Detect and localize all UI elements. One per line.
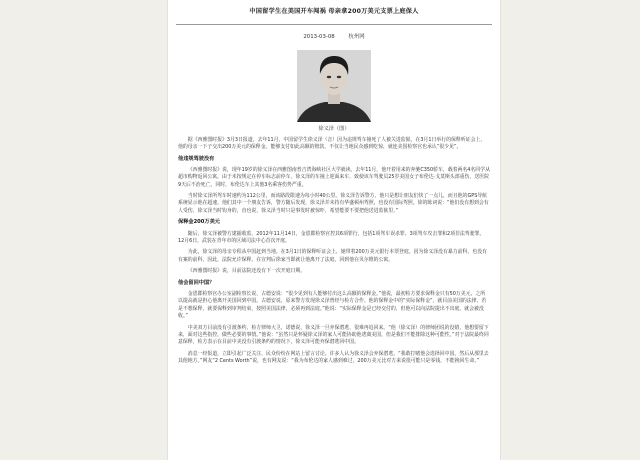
article-paragraph: 中美双方目前没有引渡条约，检方律师大卫，诺德说，徐义泽一旦弃保潜逃，很难再追回来。“他（徐义泽）的律师团说的没错，他想要留下来，面对这些指控，做些必要的事情。”他说：“虽然只是怀疑徐义泽的家人可能协助他逃离美国，但是我们不能排除这种可能性。”对于法院最终同意保释，检方表示在目前中美没有引渡条约的情况下，徐义泽可能弃保潜逃回中国。 [178, 324, 489, 345]
photo-caption: 徐义泽（图） [318, 126, 350, 132]
article-paragraph: 《西雅图时报》说，目前法院还没有下一次开庭日期。 [187, 268, 306, 275]
article-page [168, 0, 500, 460]
portrait-image [297, 50, 371, 122]
title-divider [176, 24, 492, 25]
article-meta [168, 32, 500, 40]
article-paragraph: 当时徐义泽所驾车时速约为112公里，而该路段限速为每小时40公里。徐义泽告诉警方，他只是想让朋友们快了一点儿，而且他的GPS导航系统显示他在超速。他们其中一个朋友告诉，警方随后发现，徐义泽并未持有华盛顿州驾照，也没有国际驾照。徐的陈词说：“他们没有想到会有人受伤，徐义泽当时钩身的，直也说，徐义泽当时只是事发时被惊吓，希望能要不要把他送进监狱里。” [178, 193, 489, 214]
article-paragraph: 《西雅图时报》说，现年19岁的徐义泽在西雅图南普吉湾海峡社区大学就读。去年11月，他开着用来的奔驰C350轿车，载着两名4名同学从超市购物返回公寓。由于未按规定在停车标志前停车，徐义泽的车撞上迎面来车，致使该车驾驶员25岁美国女子布伦达·戈莫斯头部重伤，送医院9天后不治死亡。同时，布伦达车上其他3名乘客伤势严重。 [178, 167, 490, 188]
article-body [178, 137, 490, 370]
portrait-photo [297, 50, 371, 122]
section-heading: 保释金200万美元 [178, 219, 220, 226]
article-date: 2013-03-08 [303, 34, 335, 40]
article-source: 杭州网 [348, 34, 365, 40]
article-paragraph: 随后，徐义泽被警方逮捕收监，2012年11月14日，金恩郡检察官控其6项罪行，包括1项驾车误杀罪、3项驾车攻击罪和2项非法驾驶罪。12月6日，武装在青年市的区域司法中心首次开庭。 [178, 230, 485, 244]
section-heading: 他违规驾驶没有 [178, 155, 215, 162]
article-paragraph: 金恩郡检察官办公室副检察长说，古德安说：“很少见到有人能够付出这么高额的保释金。”他说，最初检方要求保释金只有50万美元，之所以提高就是担心他离开美国回到中国。古德安说，原来警方发现徐义泽曾经与检方合作。他的保释金中的“实际保释金”，就目前美国的法律，若是不想保释，就要保释到审判结束，按照美国法律，必须再到法庭。”他说：“实际保释金是已经交付的，但他可以向法院提出不出庭，就会被没收。” [178, 291, 487, 319]
article-title: 中国留学生在美国开车闯祸 母亲拿200万美元支票上庭保人 [249, 8, 419, 15]
article-paragraph: 为此，徐义泽的母亲专程从中国赶到当地。在3月1日的保释听证会上，她带着200万美元银行本票登庭。因为徐义泽没有暴力前科，也没有有案的前科，因此，法院允许保释。在宣判后徐家当即就让他离开了法庭，回到他在贝尔维的公寓。 [178, 249, 488, 263]
section-heading: 他会留回中国？ [178, 280, 215, 287]
article-paragraph: 消息一经报道，立即引起广泛关注，民众纷纷在网站上留言讨论。许多人认为徐义泽会弃保潜逃。“我敢打赌他会选择回中国，然后从那里去其他地方。”网友“2 Cents Worth”说，也有网友说：“我为布伦达的家人感到难过，200万美元比对方来说很可能只是零钱，不能挽回生命。” [178, 350, 489, 364]
article-paragraph: 据《西雅图时报》3月3日报道，去年11月，中国留学生徐义泽（音）因为违规驾车撞死了人被关进监狱。在3月1日举行的保释听证会上，他的母亲一下子交出200万美元的保释金。能够支付如此高额的赔款，不仅让当地民众感到吃惊，就连美国检察官也承认“很少见”。 [178, 137, 486, 151]
